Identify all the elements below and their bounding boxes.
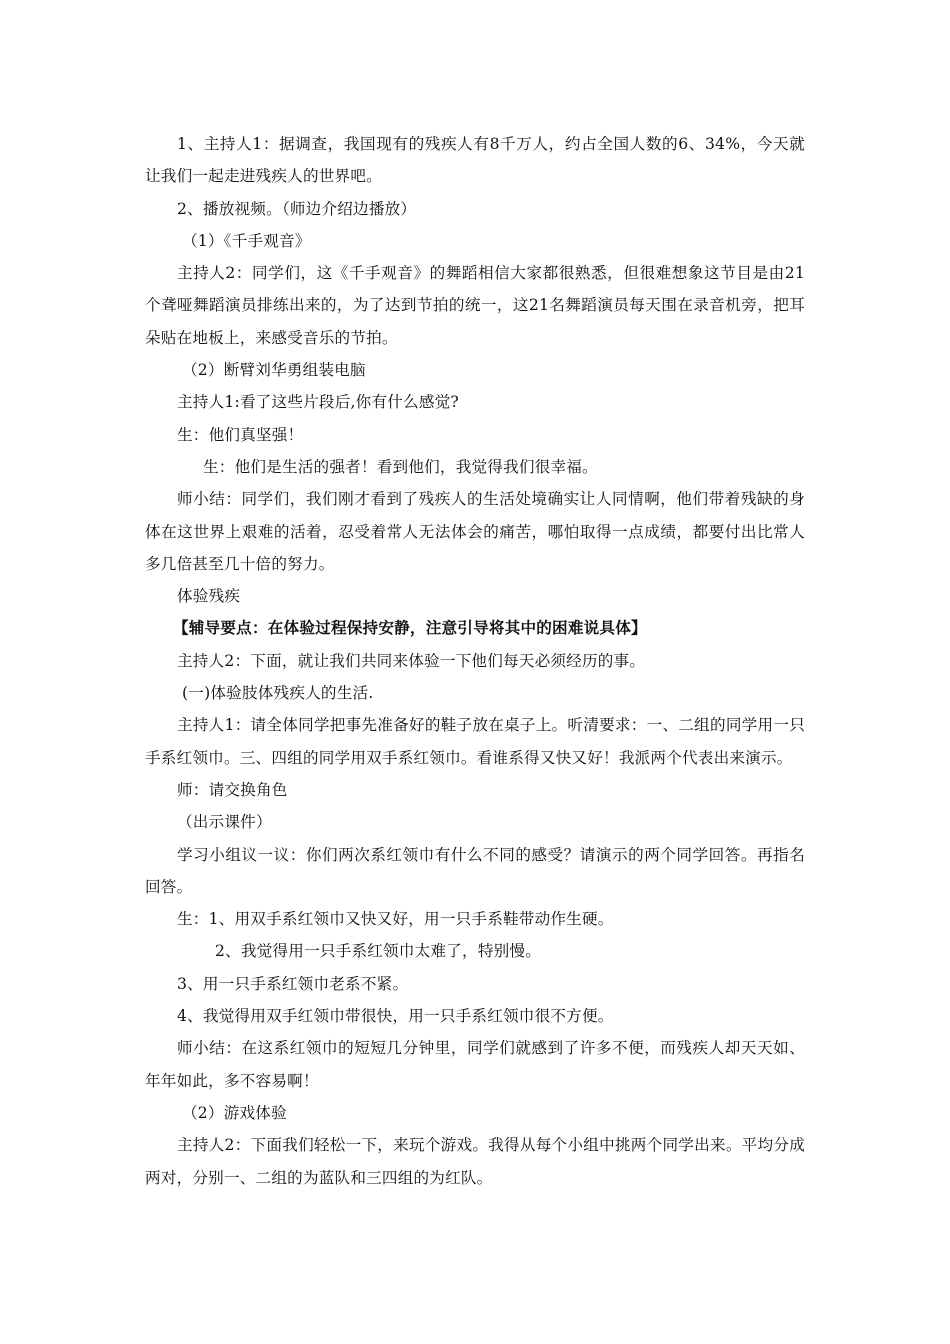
paragraph-host1-question: 主持人1:看了这些片段后,你有什么感觉?	[177, 393, 459, 412]
paragraph-host2-dance: 主持人2：同学们，这《千手观音》的舞蹈相信大家都很熟悉，但很难想象这节目是由21个聋哑舞蹈演员排练出来的，为了达到节拍的统一，这21名舞蹈演员每天围在录音机旁，把耳朵贴在地板上，来感受音乐的节拍。	[145, 264, 805, 347]
paragraph-item-limb: (一)体验肢体残疾人的生活.	[182, 684, 374, 703]
paragraph-item-liuhuayong: （2）断臂刘华勇组装电脑	[182, 361, 366, 380]
paragraph-host1-instructions: 主持人1：请全体同学把事先准备好的鞋子放在桌子上。听清要求：一、二组的同学用一只手系红领巾。三、四组的同学用双手系红领巾。看谁系得又快又好！我派两个代表出来演示。	[145, 716, 805, 767]
paragraph-host2-intro: 主持人2：下面，就让我们共同来体验一下他们每天必须经历的事。	[177, 651, 646, 670]
paragraph-teacher-swap: 师：请交换角色	[177, 780, 288, 799]
paragraph-student-answer-4: 4、我觉得用双手红领巾带很快，用一只手系红领巾很不方便。	[177, 1007, 614, 1026]
paragraph-student-answer-2: 2、我觉得用一只手系红领巾太难了，特别慢。	[215, 942, 541, 961]
paragraph-student-happy: 生：他们是生活的强者！看到他们，我觉得我们很幸福。	[203, 457, 598, 476]
paragraph-guidance-points: 【辅导要点：在体验过程保持安静，注意引导将其中的困难说具体】	[173, 618, 647, 638]
paragraph-teacher-summary-1: 师小结：同学们，我们刚才看到了残疾人的生活处境确实让人同情啊，他们带着残缺的身体在这世界上艰难的活着，忍受着常人无法体会的痛苦，哪怕取得一点成绩，都要付出比常人多几倍甚至几十倍的努力。	[145, 490, 805, 573]
paragraph-host1-survey: 1、主持人1：据调查，我国现有的残疾人有8千万人，约占全国人数的6、34%，今天就让我们一起走进残疾人的世界吧。	[145, 135, 805, 186]
paragraph-teacher-summary-2: 师小结：在这系红领巾的短短几分钟里，同学们就感到了许多不便，而残疾人却天天如、年年如此，多不容易啊！	[145, 1039, 805, 1090]
document-body	[145, 128, 805, 1194]
paragraph-play-video: 2、播放视频。（师边介绍边播放）	[177, 199, 417, 218]
paragraph-student-answer-1: 生：1、用双手系红领巾又快又好，用一只手系鞋带动作生硬。	[177, 910, 614, 929]
paragraph-show-courseware: （出示课件）	[177, 813, 272, 832]
paragraph-group-discussion: 学习小组议一议：你们两次系红领巾有什么不同的感受？请演示的两个同学回答。再指名回答。	[145, 845, 805, 896]
paragraph-student-answer-3: 3、用一只手系红领巾老系不紧。	[177, 974, 409, 993]
paragraph-item-qianshou: （1）《千手观音》	[182, 231, 311, 250]
paragraph-student-strong: 生：他们真坚强！	[177, 425, 304, 444]
paragraph-host2-game: 主持人2：下面我们轻松一下，来玩个游戏。我得从每个小组中挑两个同学出来。平均分成两对，分别一、二组的为蓝队和三四组的为红队。	[145, 1136, 805, 1187]
paragraph-item-game: （2）游戏体验	[182, 1103, 287, 1122]
paragraph-heading-experience: 体验残疾	[177, 587, 241, 606]
